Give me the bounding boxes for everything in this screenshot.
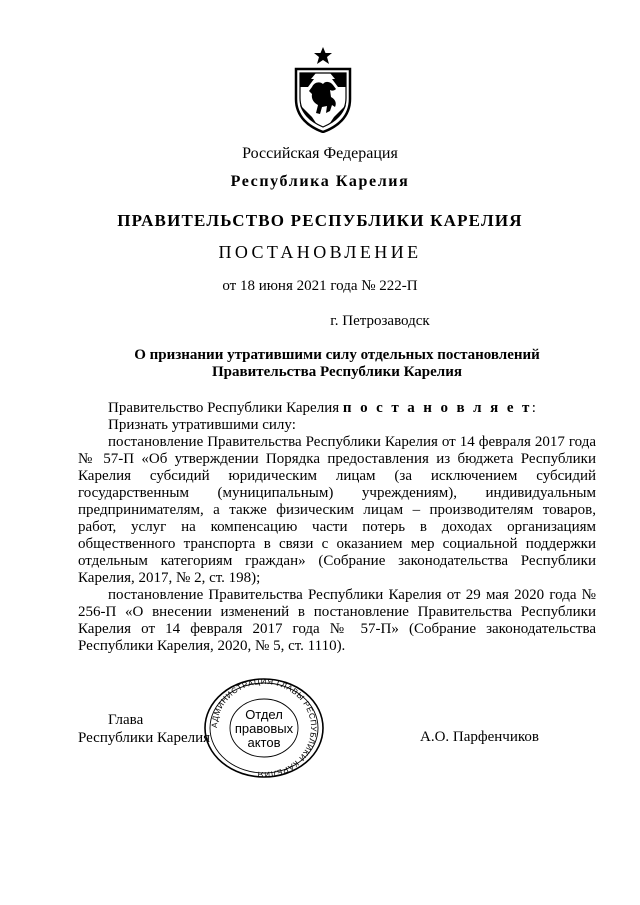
clause-intro: Признать утратившими силу: — [108, 417, 296, 433]
country-name: Российская Федерация — [242, 145, 398, 162]
karelia-coat-of-arms-emblem — [292, 47, 354, 133]
stamp-ring-text: АДМИНИСТРАЦИЯ ГЛАВЫ РЕСПУБЛИКИ КАРЕЛИЯ — [209, 676, 319, 780]
official-stamp — [201, 676, 327, 781]
signatory-post — [78, 711, 210, 747]
signatory-name: А.О. Парфенчиков — [420, 729, 539, 745]
repealed-item-1: постановление Правительства Республики Карелия от 14 февраля 2017 года № 57-П «Об утверждении Порядка предоставления из бюджета Республики Карелия субсидий юридическим лицам (за исключением субсидий государственным (муниципальным) учреждениям), индивидуальным предпринимателям, а также физическим лицам – производителям товаров, работ, услуг на компенсацию части потерь в доходах организациям общественного транспорта в связи с оказанием мер социальной поддержки отдельным категориям граждан» (Собрание законодательства Республики Карелия, 2017, № 2, ст. 198); — [78, 434, 596, 586]
date-and-number: от 18 июня 2021 года № 222-П — [222, 278, 418, 294]
government-heading: ПРАВИТЕЛЬСТВО РЕСПУБЛИКИ КАРЕЛИЯ — [117, 211, 523, 230]
document-title — [78, 347, 596, 381]
repealed-item-2: постановление Правительства Республики Карелия от 29 мая 2020 года № 256-П «О внесении изменений в постановление Правительства Республики Карелия от 14 февраля 2017 года № 57-П» (Собрание законодательства Республики Карелия, 2020, № 5, ст. 1110). — [78, 587, 596, 654]
intro-prefix: Правительство Республики Карелия — [108, 400, 343, 416]
signatory-post-line-2: Республики Карелия — [78, 730, 211, 746]
title-line-1: О признании утратившими силу отдельных постановлений — [134, 347, 540, 363]
stamp-center-line-2: правовых — [234, 721, 294, 736]
intro-suffix: : — [531, 400, 536, 416]
signatory-post-line-1: Глава — [108, 712, 144, 728]
republic-name: Республика Карелия — [230, 173, 410, 190]
intro-keyword: п о с т а н о в л я е т — [342, 400, 532, 416]
stamp-center-line-1: Отдел — [245, 707, 283, 722]
stamp-center-line-3: актов — [247, 735, 281, 750]
city-name: г. Петрозаводск — [330, 313, 430, 329]
document-type: ПОСТАНОВЛЕНИЕ — [218, 242, 422, 262]
title-line-2: Правительства Республики Карелия — [212, 364, 462, 380]
intro-paragraph — [78, 400, 596, 417]
document-body — [78, 400, 596, 655]
